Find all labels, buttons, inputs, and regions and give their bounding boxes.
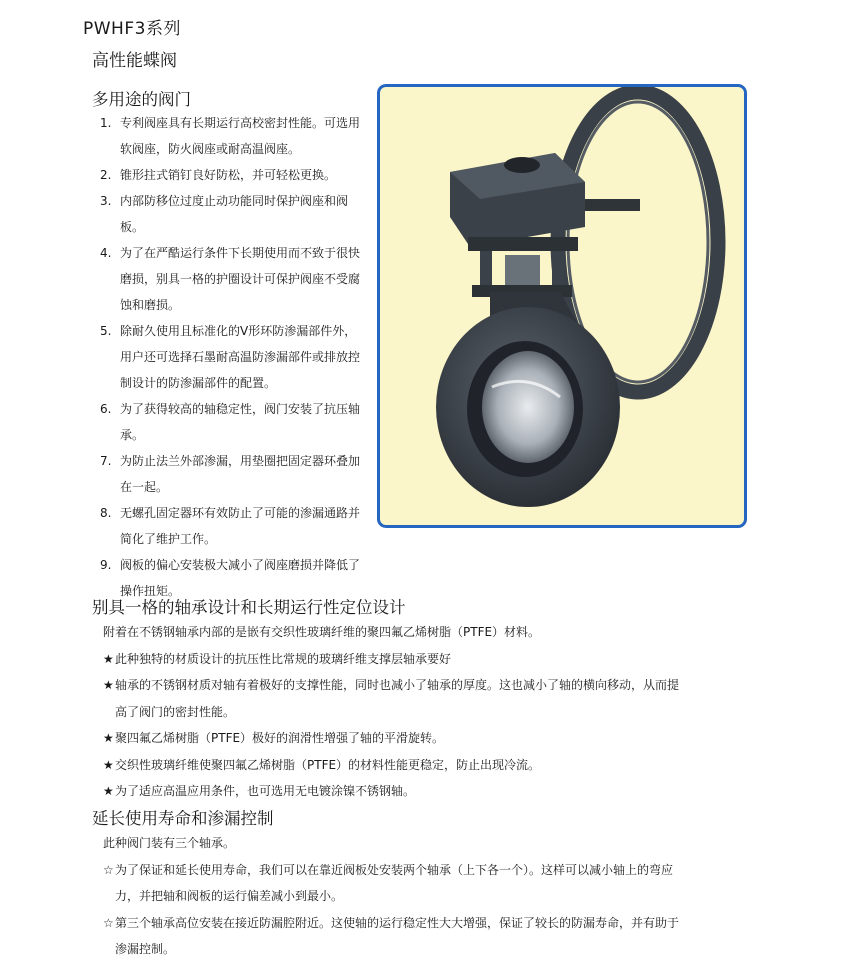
service-life-bullet-continuation: 渗漏控制。	[115, 942, 176, 956]
bearing-bullet: ★ 交织性玻璃纤维使聚四氟乙烯树脂（PTFE）的材料性能更稳定，防止出现冷流。	[103, 752, 743, 779]
feature-item: 2. 锥形拄式销钉良好防松，并可轻松更换。	[100, 168, 337, 182]
feature-item: 9. 阀板的偏心安装极大减小了阀座磨损并降低了操作扭矩。	[100, 558, 361, 598]
bearing-bullet-continuation: 高了阀门的密封性能。	[115, 704, 236, 719]
feature-list	[100, 110, 362, 604]
product-photo-frame	[377, 84, 747, 528]
feature-item: 7. 为防止法兰外部渗漏，用垫圈把固定器环叠加在一起。	[100, 454, 361, 494]
section-heading-multi-purpose: 多用途的阀门	[92, 90, 191, 109]
star-icon: ★	[103, 731, 114, 745]
service-life-section-body	[103, 830, 743, 963]
service-life-bullet-continuation: 力，并把轴和阀板的运行偏差减小到最小。	[115, 889, 344, 903]
bearing-section-body	[103, 619, 743, 805]
product-subtitle: 高性能蝶阀	[92, 51, 177, 71]
feature-item: 4. 为了在严酷运行条件下长期使用而不致于很快磨损，别具一格的护圈设计可保护阀座不受腐蚀和磨损。	[100, 246, 361, 312]
hollow-star-icon: ☆	[103, 862, 114, 877]
bearing-bullet: ★ 此种独特的材质设计的抗压性比常规的玻璃纤维支撑层轴承要好	[103, 646, 743, 673]
service-life-bullet: ☆ 第三个轴承高位安装在接近防漏腔附近。这使轴的运行稳定性大大增强，保证了较长的防漏寿命，并有助于	[103, 910, 743, 937]
star-icon: ★	[103, 784, 114, 798]
bearing-bullet: ★ 为了适应高温应用条件，也可选用无电镀涂镍不锈钢轴。	[103, 778, 743, 805]
feature-item: 8. 无螺孔固定器环有效防止了可能的渗漏通路并简化了维护工作。	[100, 506, 361, 546]
star-icon: ★	[103, 757, 114, 772]
bearing-bullet: ★ 轴承的不锈钢材质对轴有着极好的支撑性能，同时也减小了轴承的厚度。这也减小了轴的横向移动，从而提	[103, 672, 743, 699]
section-heading-service-life: 延长使用寿命和渗漏控制	[92, 809, 274, 828]
bearing-intro: 附着在不锈钢轴承内部的是嵌有交织性玻璃纤维的聚四氟乙烯树脂（PTFE）材料。	[103, 625, 541, 639]
service-life-intro: 此种阀门装有三个轴承。	[103, 836, 236, 850]
feature-item: 3. 内部防移位过度止动功能同时保护阀座和阀板。	[100, 194, 349, 234]
star-icon: ★	[103, 651, 114, 666]
section-heading-bearing-design: 别具一格的轴承设计和长期运行性定位设计	[92, 598, 406, 617]
series-title: PWHF3系列	[83, 19, 181, 39]
feature-item: 6. 为了获得较高的轴稳定性，阀门安装了抗压轴承。	[100, 402, 361, 442]
bearing-bullet: ★ 聚四氟乙烯树脂（PTFE）极好的润滑性增强了轴的平滑旋转。	[103, 725, 743, 752]
star-icon: ★	[103, 678, 114, 692]
feature-item: 1. 专利阀座具有长期运行高校密封性能。可选用软阀座，防火阀座或耐高温阀座。	[100, 116, 361, 156]
feature-item: 5. 除耐久使用且标准化的V形环防渗漏部件外，用户还可选择石墨耐高温防渗漏部件或排放控制设计的防渗漏部件的配置。	[100, 324, 361, 390]
service-life-bullet: ☆ 为了保证和延长使用寿命，我们可以在靠近阀板处安装两个轴承（上下各一个）。这样可以减小轴上的弯应	[103, 857, 743, 884]
butterfly-valve-image	[380, 87, 744, 525]
hollow-star-icon: ☆	[103, 915, 114, 930]
